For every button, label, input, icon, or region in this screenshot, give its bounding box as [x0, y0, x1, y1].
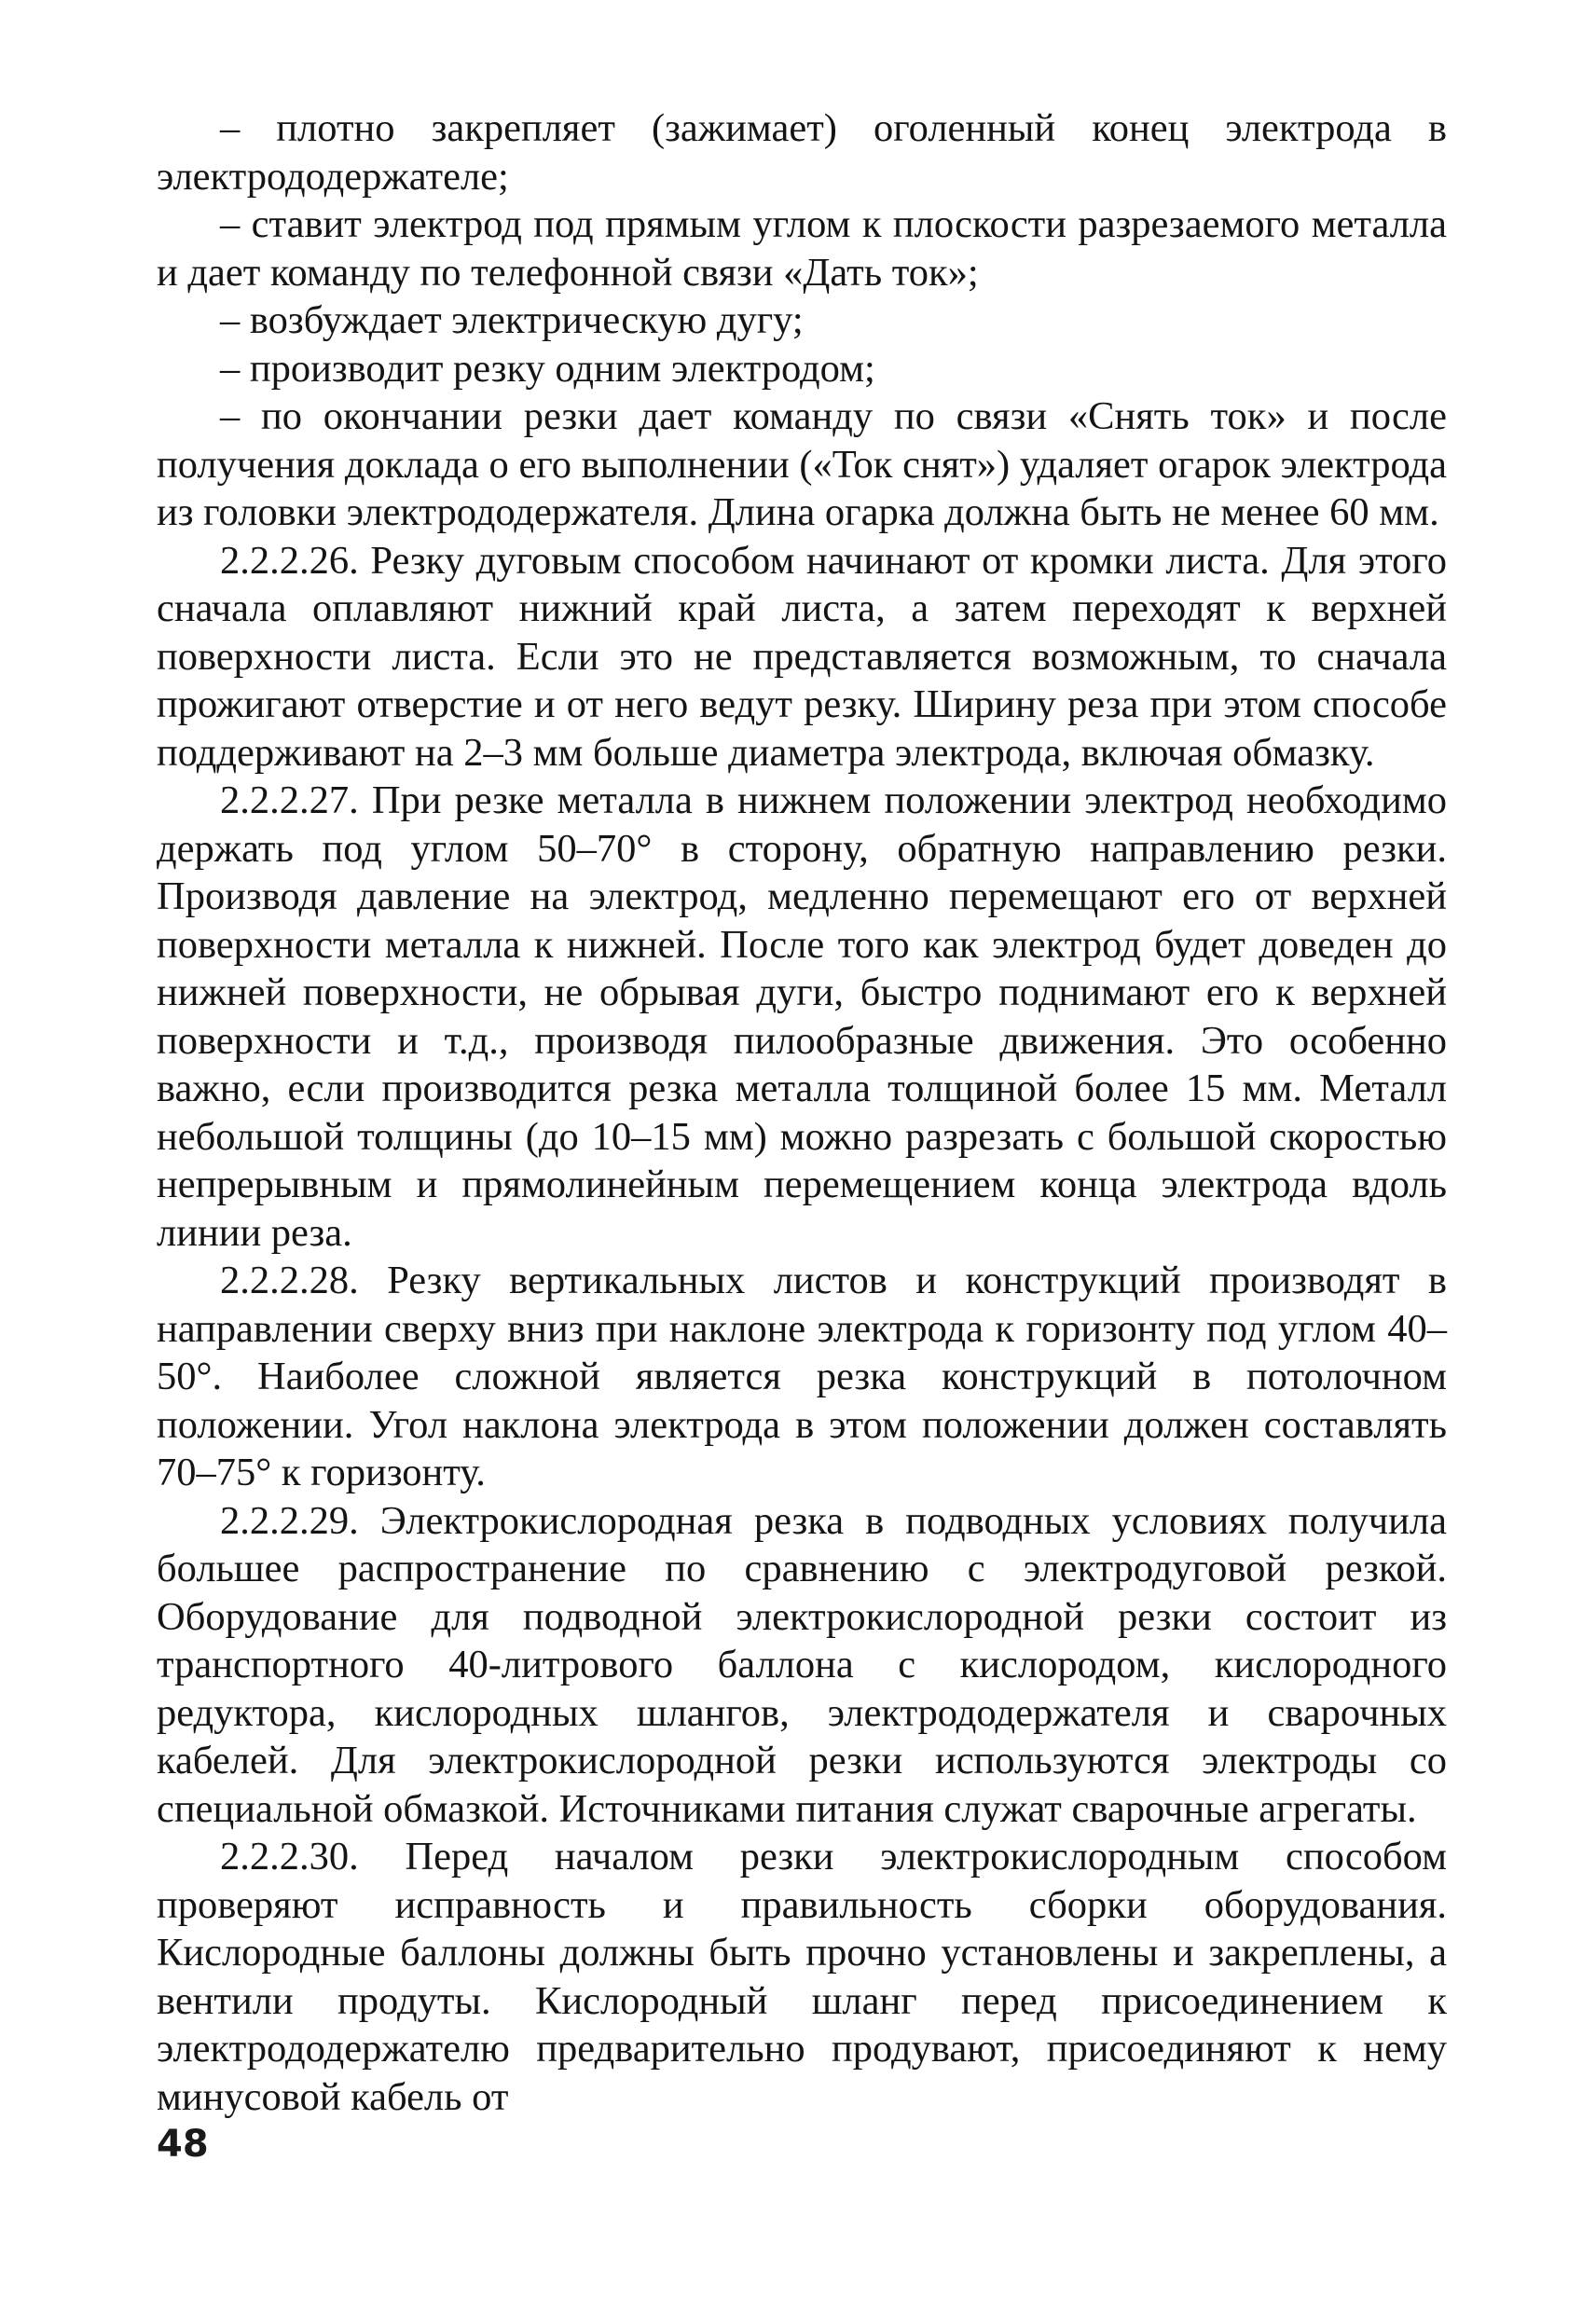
paragraph-list-item-1: – плотно закрепляет (зажимает) оголенный конец электрода в электрододержателе; — [157, 106, 1447, 199]
paragraph-2-2-2-26: 2.2.2.26. Резку дуговым способом начинают от кромки листа. Для этого сначала оплавляют нижний край листа, а затем переходят к верхней поверхности листа. Если это не представляется возможным, то сначала прожигают отверстие и от него ведут резку. Ширину реза при этом способе поддерживают на 2–3 мм больше диаметра электрода, включая обмазку. — [157, 538, 1447, 775]
page-number: 48 — [157, 2123, 209, 2166]
paragraph-list-item-5: – по окончании резки дает команду по связи «Снять ток» и после получения доклада о его выполнении («Ток снят») удаляет огарок электрода из головки электрододержателя. Длина огарка должна быть не менее 60 мм. — [157, 394, 1447, 534]
paragraph-list-item-4: – производит резку одним электродом; — [220, 346, 875, 391]
paragraph-list-item-3: – возбуждает электрическую дугу; — [220, 298, 804, 342]
body-text — [157, 104, 1447, 2121]
document-page — [157, 104, 1447, 2230]
paragraph-list-item-2: – ставит электрод под прямым углом к плоскости разрезаемого металла и дает команду по телефонной связи «Дать ток»; — [157, 202, 1447, 295]
paragraph-2-2-2-30: 2.2.2.30. Перед началом резки электрокислородным способом проверяют исправность и правильность сборки оборудования. Кислородные баллоны должны быть прочно установлены и закреплены, а вентили продуты. Кислородный шланг перед присоединением к электрододержателю предварительно продувают, присоединяют к нему минусовой кабель от — [157, 1835, 1447, 2119]
paragraph-2-2-2-28: 2.2.2.28. Резку вертикальных листов и конструкций производят в направлении сверху вниз при наклоне электрода к горизонту под углом 40–50°. Наиболее сложной является резка конструкций в потолочном положении. Угол наклона электрода в этом положении должен составлять 70–75° к горизонту. — [157, 1259, 1447, 1494]
paragraph-2-2-2-29: 2.2.2.29. Электрокислородная резка в подводных условиях получила большее распространение по сравнению с электродуговой резкой. Оборудование для подводной электрокислородной резки состоит из транспортного 40-литрового баллона с кислородом, кислородного редуктора, кислородных шлангов, электрододержателя и сварочных кабелей. Для электрокислородной резки используются электроды со специальной обмазкой. Источниками питания служат сварочные агрегаты. — [157, 1498, 1447, 1831]
paragraph-2-2-2-27: 2.2.2.27. При резке металла в нижнем положении электрод необходимо держать под углом 50–70° в сторону, обратную направлению резки. Производя давление на электрод, медленно перемещают его от верхней поверхности металла к нижней. После того как электрод будет доведен до нижней поверхности, не обрывая дуги, быстро поднимают его к верхней поверхности и т.д., производя пилообразные движения. Это особенно важно, если производится резка металла толщиной более 15 мм. Металл небольшой толщины (до 10–15 мм) можно разрезать с большой скоростью непрерывным и прямолинейным перемещением конца электрода вдоль линии реза. — [157, 778, 1447, 1255]
